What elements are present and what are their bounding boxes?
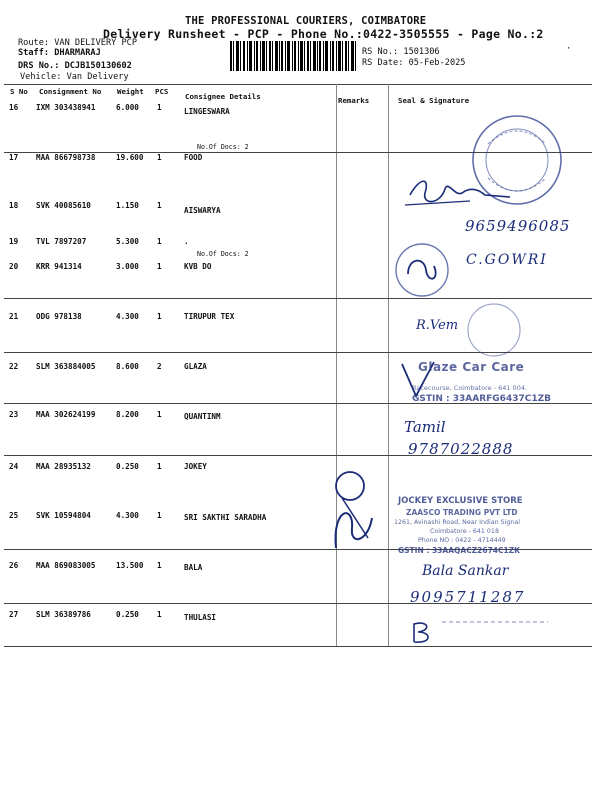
row-weight: 1.150 <box>116 201 139 210</box>
row-pcs: 1 <box>157 153 162 162</box>
remarks-divider <box>336 84 337 646</box>
row-consignment: KRR 941314 <box>36 262 82 271</box>
row-consignment: IXM 303438941 <box>36 103 96 112</box>
row-consignment: MAA 866798738 <box>36 153 96 162</box>
row-consignee: AISWARYA <box>184 206 221 215</box>
barcode-icon <box>230 41 356 71</box>
row-sno: 21 <box>9 312 19 321</box>
row-sno: 19 <box>9 237 19 246</box>
row-consignee: QUANTINM <box>184 412 221 421</box>
row-sno: 23 <box>9 410 19 419</box>
row-consignment: SVK 40085610 <box>36 201 91 210</box>
row-pcs: 1 <box>157 462 162 471</box>
rs-date: RS Date: 05-Feb-2025 <box>362 58 466 68</box>
col-pcs: PCS <box>155 87 169 96</box>
row-sno: 24 <box>9 462 19 471</box>
row-pcs: 2 <box>157 362 162 371</box>
row-consignment: SVK 10594804 <box>36 511 91 520</box>
row-sno: 27 <box>9 610 19 619</box>
signature-icon <box>400 175 520 215</box>
row-consignee: . <box>184 237 189 246</box>
row-consignment: TVL 7897207 <box>36 237 87 246</box>
col-weight: Weight <box>117 87 144 96</box>
route-label: Route: VAN DELIVERY PCP <box>18 38 137 48</box>
handwritten-phone: 9787022888 <box>408 440 514 458</box>
row-sno: 22 <box>9 362 19 371</box>
row-consignment: MAA 869083005 <box>36 561 96 570</box>
row-pcs: 1 <box>157 103 162 112</box>
row-pcs: 1 <box>157 201 162 210</box>
faint-stamp-icon <box>440 616 550 628</box>
col-remarks: Remarks <box>338 96 370 105</box>
jockey-stamp-address: 1261, Avinashi Road, Near Indian Signal <box>394 519 520 526</box>
row-consignment: SLM 36389786 <box>36 610 91 619</box>
row-sno: 26 <box>9 561 19 570</box>
handwritten-name: Bala Sankar <box>422 563 509 579</box>
row-consignee: SRI SAKTHI SARADHA <box>184 513 267 522</box>
row-weight: 0.250 <box>116 462 139 471</box>
runsheet-subtitle: Delivery Runsheet - PCP - Phone No.:0422-3505555 - Page No.:2 <box>103 27 544 41</box>
row-weight: 5.300 <box>116 237 139 246</box>
seal-divider <box>388 84 389 646</box>
row-consignee: GLAZA <box>184 362 207 371</box>
row-weight: 8.600 <box>116 362 139 371</box>
row-sno: 17 <box>9 153 19 162</box>
row-weight: 6.000 <box>116 103 139 112</box>
col-consignment: Consignment No <box>39 87 102 96</box>
row-consignee: FOOD <box>184 153 203 162</box>
row-consignee: KVB DO <box>184 262 212 271</box>
row-weight: 3.000 <box>116 262 139 271</box>
glaze-stamp-address: Racecourse, Coimbatore - 641 004. <box>412 384 528 392</box>
handwritten-phone: 9095711287 <box>410 588 526 606</box>
row-sno: 20 <box>9 262 19 271</box>
row-pcs: 1 <box>157 561 162 570</box>
table-top-rule <box>4 84 592 85</box>
col-consignee: Consignee Details <box>185 92 261 101</box>
row-consignment: MAA 28935132 <box>36 462 91 471</box>
row-pcs: 1 <box>157 262 162 271</box>
corner-mark: · <box>566 44 572 54</box>
row-pcs: 1 <box>157 312 162 321</box>
handwritten-name: Tamil <box>404 418 446 436</box>
row-pcs: 1 <box>157 237 162 246</box>
row-sno: 25 <box>9 511 19 520</box>
handwritten-name: C.GOWRI <box>466 252 548 268</box>
row-weight: 4.300 <box>116 511 139 520</box>
jockey-stamp-gstin: GSTIN : 33AAQACZ2674C1ZK <box>398 546 520 555</box>
row-consignee: BALA <box>184 563 203 572</box>
row-pcs: 1 <box>157 610 162 619</box>
row-weight: 19.600 <box>116 153 144 162</box>
jockey-stamp-title: JOCKEY EXCLUSIVE STORE <box>398 496 523 506</box>
glaze-stamp-gstin: GSTIN : 33AARFG6437C1ZB <box>412 394 551 404</box>
round-stamp-icon <box>462 300 532 360</box>
jockey-stamp-firm: ZAASCO TRADING PVT LTD <box>406 508 518 517</box>
row-consignee: JOKEY <box>184 462 207 471</box>
row-consignee: TIRUPUR TEX <box>184 312 235 321</box>
rs-number: RS No.: 1501306 <box>362 47 440 57</box>
signature-icon <box>408 620 438 646</box>
row-consignee: LINGESWARA <box>184 107 230 116</box>
vehicle-label: Vehicle: Van Delivery <box>20 72 129 82</box>
jockey-stamp-phone: Phone NO : 0422 - 4714449 <box>418 537 506 544</box>
handwritten-name: R.Vem <box>416 318 459 333</box>
table-bottom-rule <box>4 646 592 647</box>
row-consignment: ODG 978138 <box>36 312 82 321</box>
row-weight: 8.200 <box>116 410 139 419</box>
row-consignee: THULASI <box>184 613 217 622</box>
col-sno: S No <box>10 87 28 96</box>
row-separator <box>4 298 592 299</box>
company-title: THE PROFESSIONAL COURIERS, COIMBATORE <box>185 15 427 27</box>
round-stamp-icon <box>390 240 460 300</box>
handwritten-phone: 9659496085 <box>465 217 571 235</box>
staff-label: Staff: DHARMARAJ <box>18 48 101 58</box>
row-weight: 4.300 <box>116 312 139 321</box>
row-weight: 0.250 <box>116 610 139 619</box>
signature-icon <box>328 468 388 558</box>
row-docs-note: No.Of Docs: 2 <box>197 143 249 151</box>
row-sno: 16 <box>9 103 19 112</box>
row-consignment: SLM 363884005 <box>36 362 96 371</box>
row-consignment: MAA 302624199 <box>36 410 96 419</box>
jockey-stamp-city: Coimbatore - 641 018 <box>430 528 499 535</box>
row-weight: 13.500 <box>116 561 144 570</box>
row-sno: 18 <box>9 201 19 210</box>
row-pcs: 1 <box>157 511 162 520</box>
row-docs-note: No.Of Docs: 2 <box>197 250 249 258</box>
drs-number: DRS No.: DCJB150130602 <box>18 61 132 71</box>
row-pcs: 1 <box>157 410 162 419</box>
glaze-stamp-name: Glaze Car Care <box>418 360 525 374</box>
col-seal: Seal & Signature <box>398 96 470 105</box>
